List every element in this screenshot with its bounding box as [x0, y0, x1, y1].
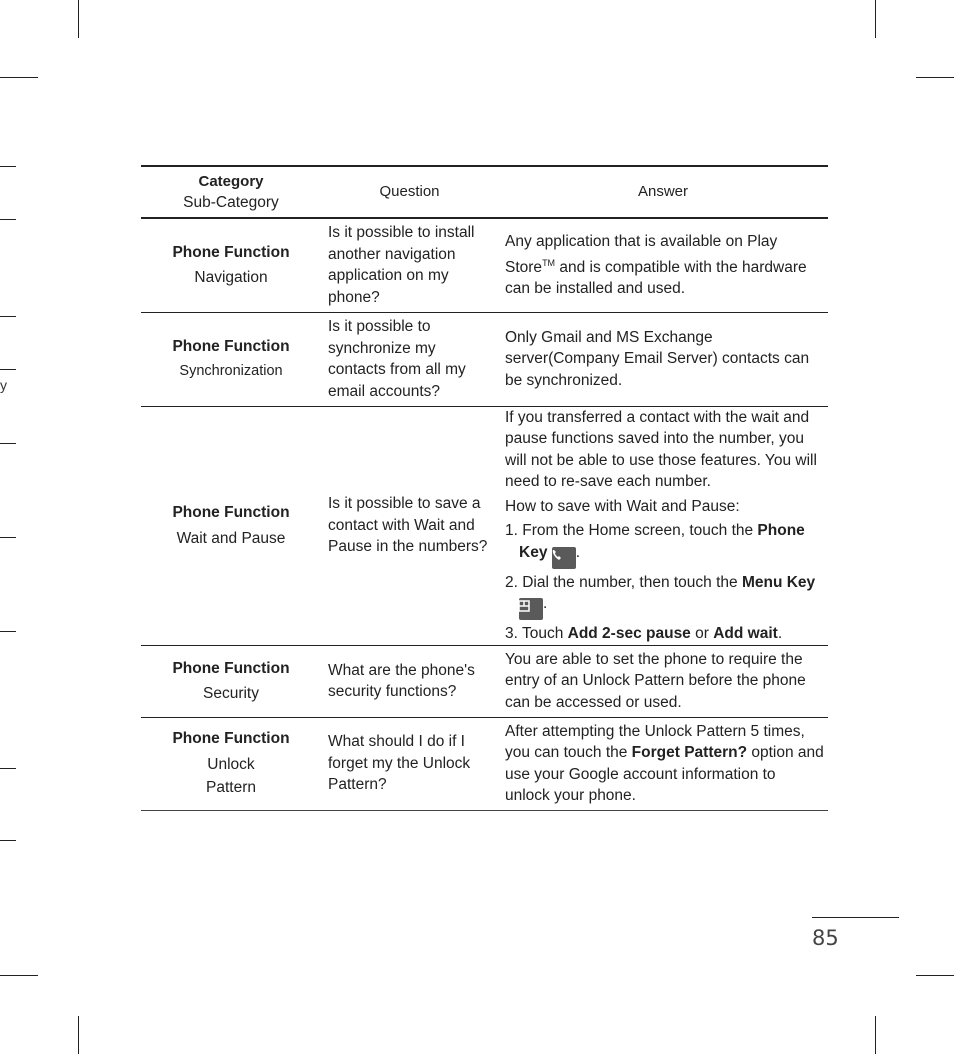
answer-intro: If you transferred a contact with the wait and pause functions saved into the number, you will not be able to use those features. You will need to re-save each number. [505, 408, 817, 490]
answer-howto: How to save with Wait and Pause: [505, 497, 740, 515]
edge-tick [0, 537, 16, 538]
header-answer: Answer [637, 183, 689, 201]
edge-tick [0, 219, 16, 220]
edge-tick [0, 768, 16, 769]
trademark-symbol: TM [542, 257, 556, 268]
table-row [141, 406, 828, 645]
edge-tick [0, 631, 16, 632]
subcategory-label: Synchronization [179, 363, 283, 379]
subcategory-label: Wait and Pause [176, 529, 286, 547]
question-cell: Is it possible to synchronize my contacts from all my email accounts? [328, 318, 466, 400]
step-text: . [777, 625, 783, 642]
header-category-label: Category [198, 172, 264, 190]
step-text: or [690, 625, 714, 642]
edge-tick [0, 443, 16, 444]
category-label: Phone Function [172, 243, 290, 261]
step-text: . [543, 595, 548, 612]
category-label: Phone Function [172, 504, 290, 521]
question-cell: What are the phone's security functions? [328, 661, 475, 700]
crop-mark [916, 77, 954, 78]
category-cell [141, 218, 321, 312]
step-option-label: Add 2-sec pause [567, 625, 691, 642]
menu-key-icon [519, 598, 543, 620]
table-header-row [141, 166, 828, 218]
category-label: Phone Function [172, 730, 290, 748]
question-cell: Is it possible to install another navigation application on my phone? [328, 224, 475, 306]
page-number: 85 [812, 926, 839, 950]
subcategory-label: Unlock [207, 755, 255, 773]
step-3 [505, 623, 824, 645]
answer-cell [498, 717, 828, 810]
answer-text: Any application that is available on Play Store [505, 233, 778, 276]
step-text: 1. From the Home screen, touch the [505, 522, 758, 539]
answer-text: and is compatible with the hardware can be installed and used. [505, 258, 807, 297]
edge-tick [0, 369, 16, 370]
step-text: 3. Touch [505, 625, 568, 642]
table-row [141, 645, 828, 717]
question-cell: Is it possible to save a contact with Wait and Pause in the numbers? [328, 495, 488, 556]
step-1 [505, 520, 824, 569]
edge-tick [0, 166, 16, 167]
header-question: Question [379, 183, 440, 201]
crop-mark [875, 1016, 876, 1054]
forget-pattern-option: Forget Pattern? [631, 744, 748, 761]
table-row [141, 312, 828, 406]
question-cell: What should I do if I forget my the Unlock Pattern? [328, 733, 471, 794]
answer-cell: Only Gmail and MS Exchange server(Company Email Server) contacts can be synchronized. [505, 328, 810, 389]
edge-tick [0, 316, 16, 317]
step-option-label: Add wait [713, 625, 778, 642]
crop-mark [0, 975, 38, 976]
answer-text: After attempting the Unlock Pattern 5 times, you can touch the [505, 722, 805, 761]
step-key-label: Phone Key [519, 522, 805, 561]
category-cell [141, 645, 321, 717]
table-row [141, 218, 828, 312]
crop-mark [78, 1016, 79, 1054]
header-subcategory-label: Sub-Category [183, 194, 279, 211]
subcategory-label: Pattern [206, 779, 256, 797]
answer-cell: You are able to set the phone to require the entry of an Unlock Pattern before the phone can be accessed or used. [505, 650, 806, 711]
category-cell [141, 406, 321, 645]
answer-cell [498, 218, 828, 312]
category-cell [141, 312, 321, 406]
category-label: Phone Function [172, 337, 290, 355]
step-2 [505, 572, 824, 621]
header-category [141, 166, 321, 218]
page-number-rule [812, 917, 899, 918]
crop-mark [0, 77, 38, 78]
step-text: 2. Dial the number, then touch the [505, 573, 742, 591]
category-cell [141, 717, 321, 810]
crop-mark [916, 975, 954, 976]
category-label: Phone Function [172, 659, 290, 677]
faq-table [141, 165, 828, 811]
phone-key-icon [552, 547, 576, 569]
crop-mark [875, 0, 876, 38]
answer-text: option and use your Google account information to unlock your phone. [505, 744, 824, 804]
answer-cell [498, 406, 828, 645]
edge-tick [0, 840, 16, 841]
edge-text-fragment: y [0, 377, 7, 393]
step-key-label: Menu Key [741, 573, 816, 591]
subcategory-label: Security [203, 685, 259, 702]
crop-mark [78, 0, 79, 38]
subcategory-label: Navigation [194, 269, 268, 287]
step-text: . [575, 543, 581, 561]
table-row [141, 717, 828, 810]
